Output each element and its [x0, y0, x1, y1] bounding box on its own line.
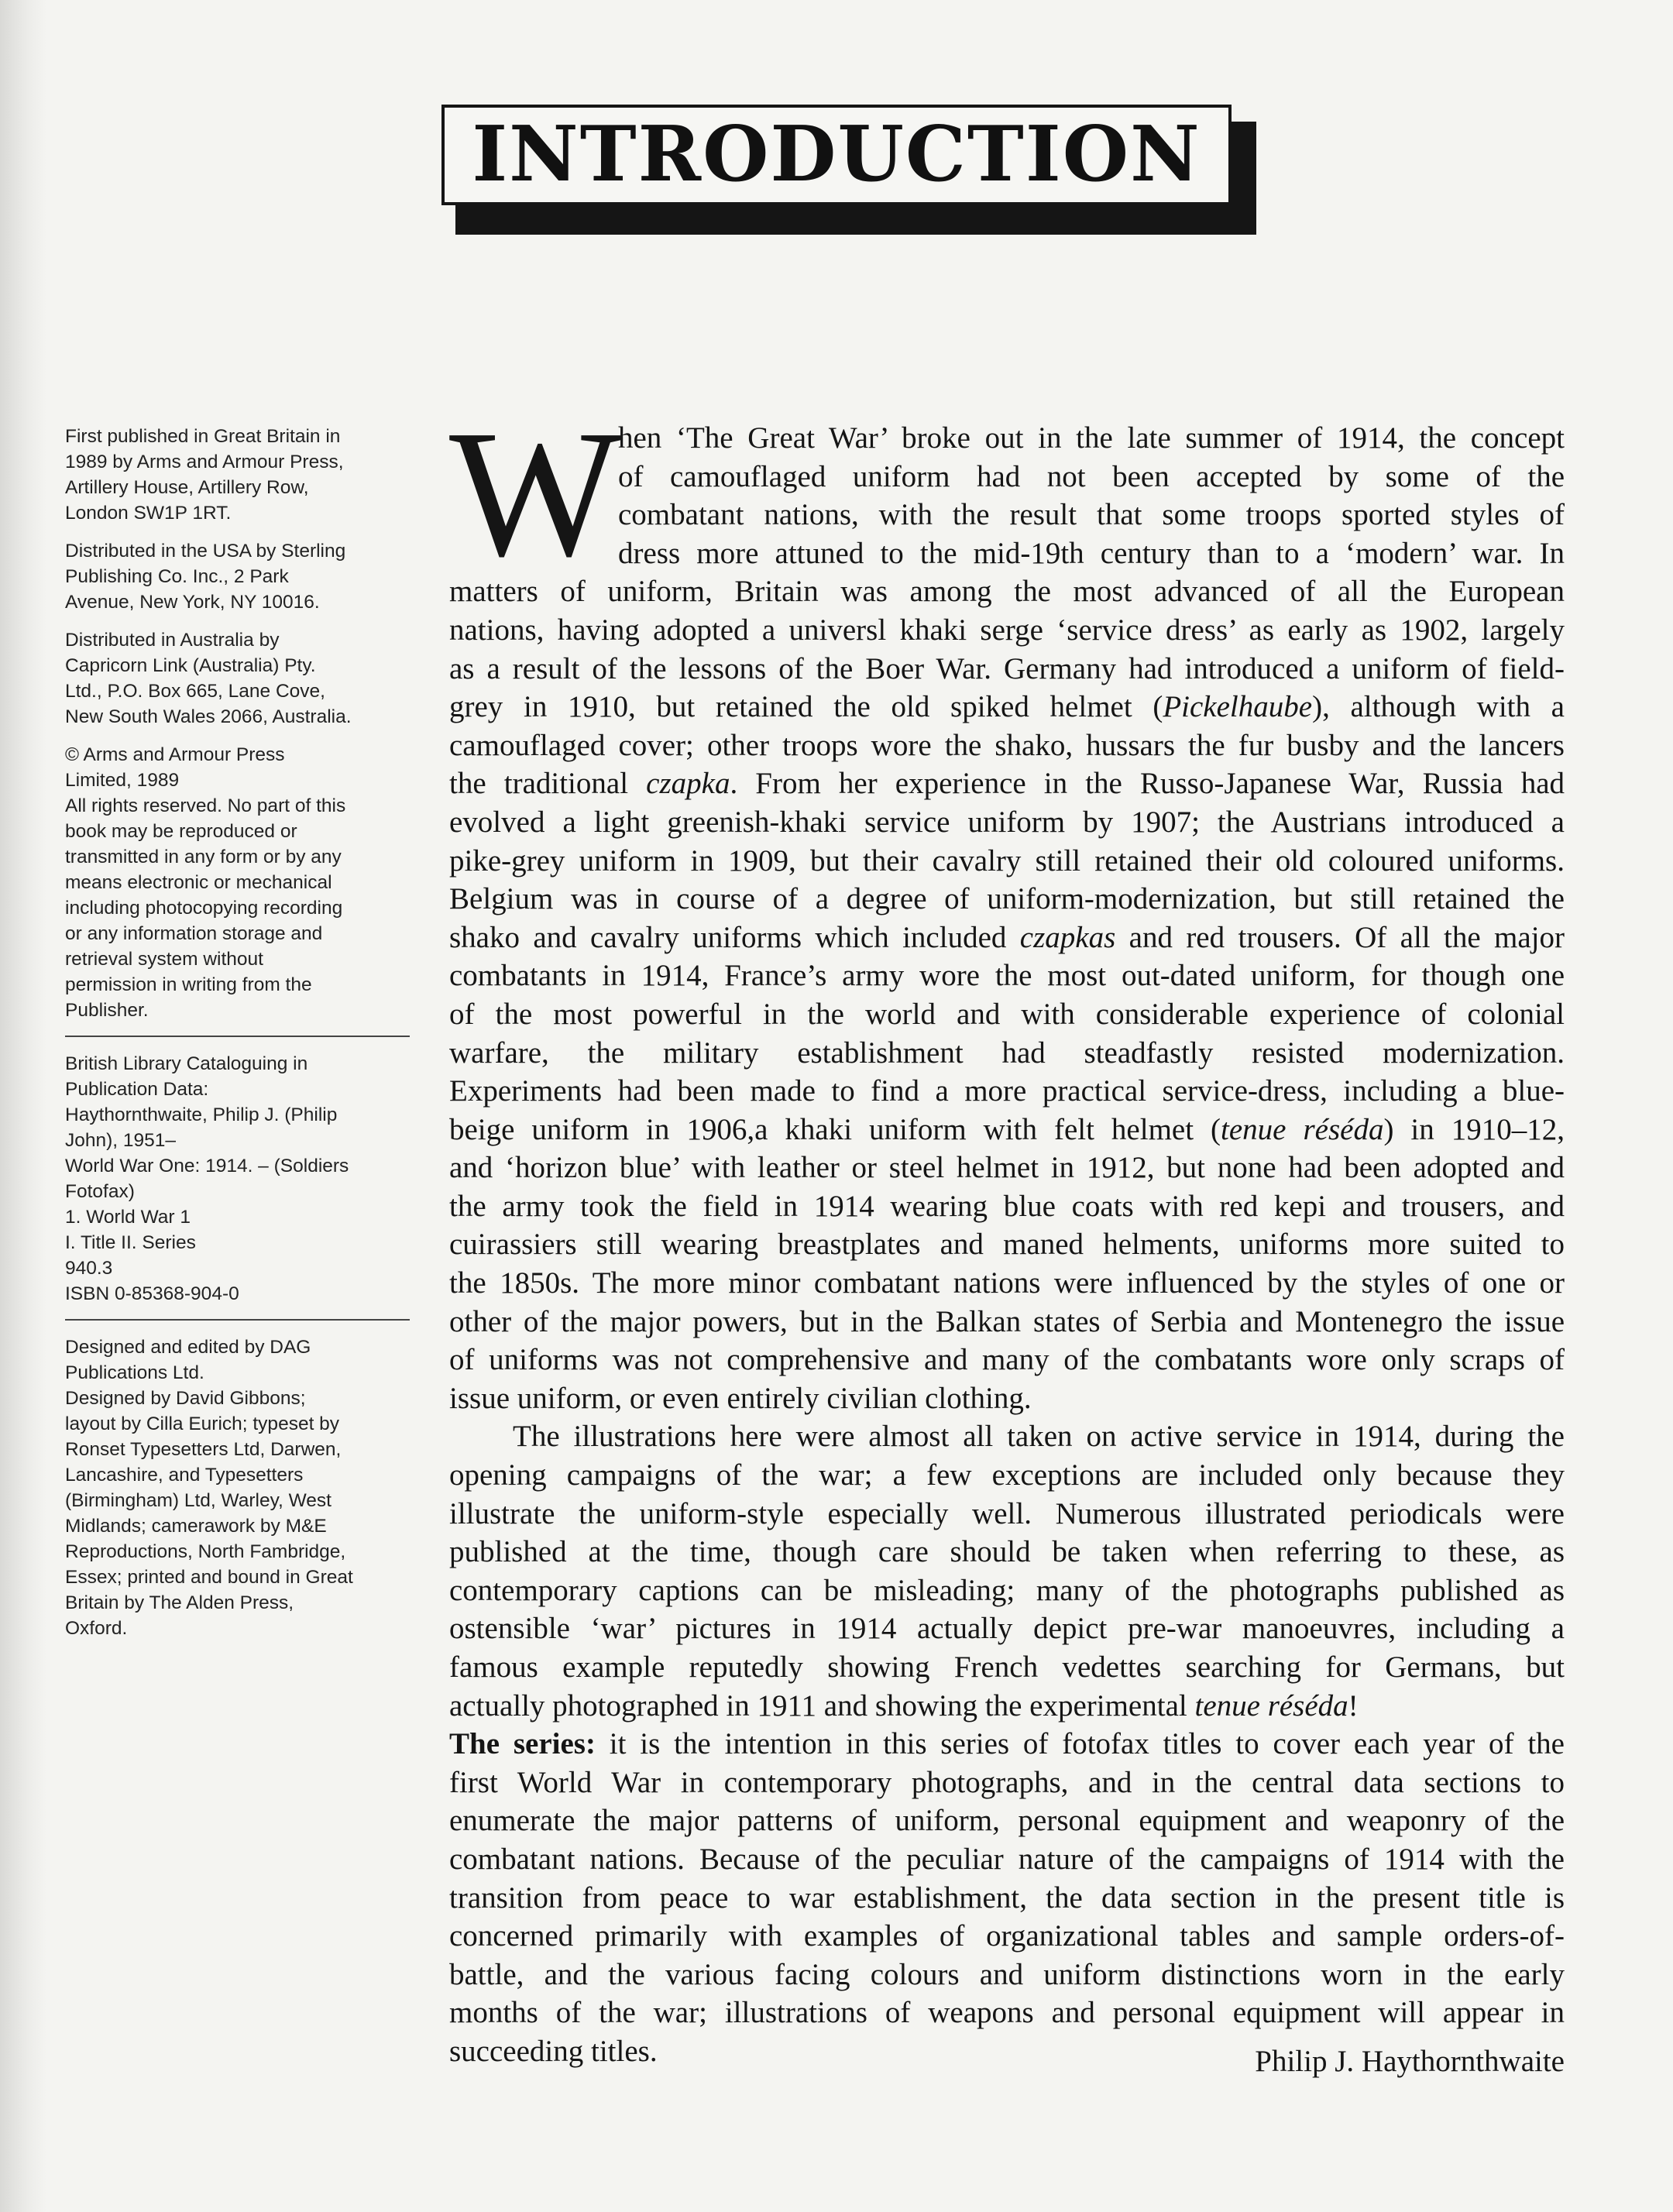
- body-line: combatant nations. Because of the peculiar nature of the campaigns of 1914 with the: [449, 1842, 1565, 1876]
- body-line: succeeding titles.: [449, 2034, 658, 2068]
- body-line: enumerate the major patterns of uniform, personal equipment and weaponry of the: [449, 1804, 1565, 1838]
- imprint-line: London SW1P 1RT.: [65, 503, 232, 524]
- imprint-line: Publishing Co. Inc., 2 Park: [65, 566, 289, 587]
- body-line: contemporary captions can be misleading; many of the photographs published as: [449, 1573, 1565, 1607]
- imprint-line: Distributed in Australia by: [65, 630, 280, 651]
- imprint-line: 1989 by Arms and Armour Press,: [65, 452, 344, 472]
- imprint-copyright: [65, 742, 410, 1023]
- body-line: shako and cavalry uniforms which included czapkas and red trousers. Of all the major: [449, 920, 1565, 954]
- body-line: matters of uniform, Britain was among the most advanced of all the European: [449, 575, 1565, 609]
- imprint-line: book may be reproduced or: [65, 821, 297, 842]
- body-line: the army took the field in 1914 wearing blue coats with red kepi and trousers, and: [449, 1189, 1565, 1223]
- body-line: of the most powerful in the world and with considerable experience of colonial: [449, 997, 1565, 1031]
- imprint-line: or any information storage and: [65, 923, 323, 944]
- imprint-line: Artillery House, Artillery Row,: [65, 477, 309, 498]
- imprint-line: Capricorn Link (Australia) Pty.: [65, 655, 316, 676]
- italic-term: Pickelhaube: [1163, 690, 1313, 724]
- imprint-line: First published in Great Britain in: [65, 426, 341, 447]
- body-line: other of the major powers, but in the Balkan states of Serbia and Montenegro the issue: [449, 1304, 1565, 1338]
- imprint-line: Fotofax): [65, 1181, 135, 1202]
- body-line: grey in 1910, but retained the old spiked helmet (Pickelhaube), although with a: [449, 690, 1565, 724]
- page-edge-shadow: [0, 0, 46, 2212]
- body-line: as a result of the lessons of the Boer War. Germany had introduced a uniform of field-: [449, 651, 1565, 685]
- body-line: famous example reputedly showing French vedettes searching for Germans, but: [449, 1650, 1565, 1685]
- body-line: first World War in contemporary photographs, and in the central data sections to: [449, 1765, 1565, 1799]
- imprint-line: 1. World War 1: [65, 1207, 191, 1228]
- page-title: INTRODUCTION: [472, 110, 1201, 199]
- imprint-line: I. Title II. Series: [65, 1232, 196, 1253]
- body-line: cuirassiers still wearing breastplates and maned helments, uniforms more suited to: [449, 1228, 1565, 1262]
- imprint-usa-distribution: [65, 538, 410, 615]
- imprint-line: Lancashire, and Typesetters: [65, 1465, 304, 1486]
- body-line: and ‘horizon blue’ with leather or steel helmet in 1912, but none had been adopted and: [449, 1151, 1565, 1185]
- series-label: The series:: [449, 1727, 596, 1761]
- imprint-line: permission in writing from the: [65, 974, 312, 995]
- imprint-line: Haythornthwaite, Philip J. (Philip: [65, 1104, 338, 1125]
- drop-cap-lines: [618, 419, 1565, 572]
- body-line: of camouflaged uniform had not been accepted by some of the: [618, 459, 1565, 493]
- imprint-line: including photocopying recording: [65, 898, 343, 919]
- imprint-line: Designed and edited by DAG: [65, 1337, 311, 1358]
- imprint-credits: [65, 1334, 410, 1641]
- imprint-line: transmitted in any form or by any: [65, 847, 342, 867]
- italic-term: czapkas: [1019, 920, 1116, 954]
- body-line: beige uniform in 1906,a khaki uniform with felt helmet (tenue réséda) in 1910–12,: [449, 1112, 1565, 1146]
- body-line: published at the time, though care should be taken when referring to these, as: [449, 1535, 1565, 1569]
- paragraph-2: [449, 1417, 1565, 1725]
- paragraph-3-first-line: [449, 1725, 1565, 1764]
- body-line: The illustrations here were almost all taken on active service in 1914, during the: [513, 1420, 1565, 1454]
- imprint-sidebar: [65, 424, 410, 1654]
- body-line: evolved a light greenish-khaki service uniform by 1907; the Austrians introduced a: [449, 805, 1565, 839]
- sidebar-divider: [65, 1319, 410, 1321]
- imprint-line: Publication Data:: [65, 1079, 209, 1100]
- body-line: combatants in 1914, France’s army wore the most out-dated uniform, for though one: [449, 959, 1565, 993]
- body-line: battle, and the various facing colours and uniform distinctions worn in the early: [449, 1957, 1565, 1991]
- body-line: nations, having adopted a universl khaki serge ‘service dress’ as early as 1902, largely: [449, 613, 1565, 647]
- body-line: warfare, the military establishment had steadfastly resisted modernization.: [449, 1036, 1565, 1070]
- body-line: Experiments had been made to find a more practical service-dress, including a blue-: [449, 1074, 1565, 1108]
- imprint-line: Publisher.: [65, 1000, 149, 1021]
- body-line: of uniforms was not comprehensive and many of the combatants wore only scraps of: [449, 1343, 1565, 1377]
- paragraph-1: [449, 572, 1565, 1417]
- introduction-body: [449, 393, 1565, 2071]
- imprint-line: New South Wales 2066, Australia.: [65, 706, 352, 727]
- italic-term: czapka: [646, 767, 730, 801]
- author-signature: Philip J. Haythornthwaite: [1255, 2045, 1565, 2078]
- series-text: it is the intention in this series of fotofax titles to cover each year of the: [595, 1727, 1565, 1761]
- imprint-line: All rights reserved. No part of this: [65, 795, 346, 816]
- italic-term: tenue réséda: [1221, 1112, 1384, 1146]
- imprint-line: Ltd., P.O. Box 665, Lane Cove,: [65, 681, 325, 702]
- imprint-line: British Library Cataloguing in: [65, 1053, 308, 1074]
- body-line: transition from peace to war establishment, the data section in the present title is: [449, 1881, 1565, 1915]
- body-line: Belgium was in course of a degree of uniform-modernization, but still retained the: [449, 882, 1565, 916]
- body-line: hen ‘The Great War’ broke out in the late summer of 1914, the concept: [618, 421, 1565, 455]
- body-line: ostensible ‘war’ pictures in 1914 actually depict pre-war manoeuvres, including a: [449, 1612, 1565, 1646]
- paragraph-3: [449, 1725, 1565, 2070]
- imprint-line: © Arms and Armour Press: [65, 744, 285, 765]
- italic-term: tenue réséda: [1194, 1688, 1348, 1723]
- imprint-line: ISBN 0-85368-904-0: [65, 1283, 239, 1304]
- paragraph-3-lines: [449, 1764, 1565, 2071]
- imprint-line: Midlands; camerawork by M&E: [65, 1516, 327, 1537]
- imprint-line: Oxford.: [65, 1618, 128, 1639]
- body-line: pike-grey uniform in 1909, but their cavalry still retained their old coloured uniforms.: [449, 843, 1565, 878]
- imprint-line: Avenue, New York, NY 10016.: [65, 592, 320, 613]
- imprint-line: Distributed in the USA by Sterling: [65, 541, 346, 562]
- body-line: opening campaigns of the war; a few exceptions are included only because they: [449, 1458, 1565, 1492]
- body-line: illustrate the uniform-style especially well. Numerous illustrated periodicals were: [449, 1496, 1565, 1530]
- drop-cap: W: [449, 393, 621, 594]
- imprint-line: Publications Ltd.: [65, 1362, 204, 1383]
- title-banner: [441, 105, 1256, 235]
- imprint-australia-distribution: [65, 627, 410, 730]
- body-line: the traditional czapka. From her experience in the Russo-Japanese War, Russia had: [449, 767, 1565, 801]
- body-line: camouflaged cover; other troops wore the shako, hussars the fur busby and the lancers: [449, 728, 1565, 762]
- body-line: dress more attuned to the mid-19th century than to a ‘modern’ war. In: [618, 536, 1565, 570]
- imprint-line: World War One: 1914. – (Soldiers: [65, 1156, 349, 1176]
- body-line: issue uniform, or even entirely civilian clothing.: [449, 1381, 1032, 1415]
- imprint-line: layout by Cilla Eurich; typeset by: [65, 1413, 340, 1434]
- body-line: the 1850s. The more minor combatant nations were influenced by the styles of one or: [449, 1266, 1565, 1300]
- imprint-line: (Birmingham) Ltd, Warley, West: [65, 1490, 332, 1511]
- imprint-line: retrieval system without: [65, 949, 263, 970]
- imprint-cataloguing: [65, 1051, 410, 1307]
- body-line: actually photographed in 1911 and showing the experimental tenue réséda!: [449, 1688, 1359, 1723]
- imprint-publication: [65, 424, 410, 526]
- imprint-line: Limited, 1989: [65, 770, 180, 791]
- imprint-line: means electronic or mechanical: [65, 872, 332, 893]
- body-line: concerned primarily with examples of organizational tables and sample orders-of-: [449, 1919, 1565, 1953]
- imprint-line: Reproductions, North Fambridge,: [65, 1541, 346, 1562]
- body-line: combatant nations, with the result that some troops sported styles of: [618, 498, 1565, 532]
- body-line: months of the war; illustrations of weapons and personal equipment will appear in: [449, 1996, 1565, 2030]
- imprint-line: Essex; printed and bound in Great: [65, 1567, 353, 1588]
- sidebar-divider: [65, 1036, 410, 1037]
- imprint-line: 940.3: [65, 1258, 113, 1279]
- imprint-line: Designed by David Gibbons;: [65, 1388, 306, 1409]
- imprint-line: Britain by The Alden Press,: [65, 1592, 294, 1613]
- imprint-line: John), 1951–: [65, 1130, 177, 1151]
- imprint-line: Ronset Typesetters Ltd, Darwen,: [65, 1439, 342, 1460]
